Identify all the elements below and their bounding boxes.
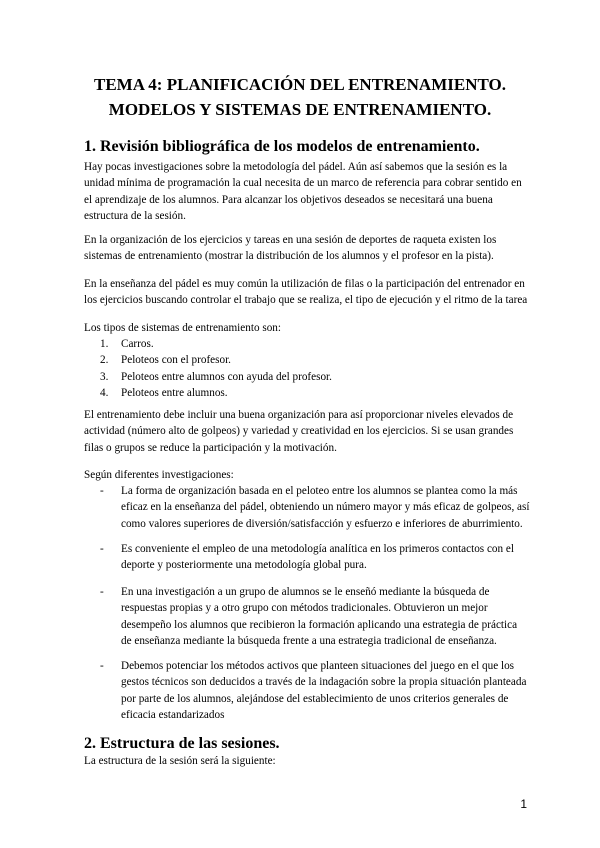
list-text: Peloteos entre alumnos con ayuda del profesor. [121,370,332,383]
research-text [121,658,526,723]
paragraph-activity [84,407,520,456]
section-2-heading: 2. Estructura de las sesiones. [84,735,280,752]
paragraph-line: gestos técnicos son deducidos a través de la indagación sobre la propia situación planteada [121,676,527,689]
paragraph-line: Debemos potenciar los métodos activos que planteen situaciones del juego en el que los [121,660,515,672]
paragraph-rows [84,276,528,309]
research-text [121,584,517,649]
list-number: 4. [100,386,109,399]
list-item [100,385,332,401]
section-2-intro: La estructura de la sesión será la siguiente: [84,755,276,767]
title-line-1: TEMA 4: PLANIFICACIÓN DEL ENTRENAMIENTO. [94,75,506,94]
paragraph-line: La forma de organización basada en el peloteo entre los alumnos se plantea como la más [121,485,518,497]
paragraph-line: sistemas de entrenamiento (mostrar la distribución de los alumnos y el profesor en la pista). [84,250,494,263]
list-item [100,369,332,385]
paragraph-organization [84,232,520,265]
list-number: 2. [100,354,109,367]
list-number: 3. [100,370,109,383]
dash-bullet: - [100,586,104,598]
list-number: 1. [100,338,109,350]
research-text [121,541,514,574]
paragraph-line: En una investigación a un grupo de alumnos se le enseñó mediante la búsqueda de [121,586,490,598]
page-number: 1 [520,797,527,811]
paragraph-line: deporte y posteriormente una metodología global pura. [121,559,367,572]
paragraph-line: eficaz en la enseñanza del pádel, obteniendo un número mayor y más eficaz de golpeos, así [121,501,530,514]
paragraph-line: como valores superiores de diversión/satisfacción y esfuerzo e inferiores de aburrimiento. [121,517,523,530]
paragraph-line: En la enseñanza del pádel es muy común la utilización de filas o la participación del entrenador en [84,278,525,290]
document-title [60,72,540,122]
list-item [100,336,332,352]
paragraph-line: respuestas propias y a otro grupo con métodos tradicionales. Obtuvieron un mejor [121,602,488,615]
types-intro: Los tipos de sistemas de entrenamiento son: [84,322,281,334]
section-1-heading: 1. Revisión bibliográfica de los modelos de entrenamiento. [84,138,480,155]
paragraph-line: Hay pocas investigaciones sobre la metodología del pádel. Aún así sabemos que la sesión es la [84,161,508,173]
paragraph-line: eficacia estandarizados [121,708,225,721]
paragraph-line: los ejercicios buscando controlar el trabajo que se realiza, el tipo de ejecución y el ritmo de la tarea [84,294,528,307]
training-types-list [100,336,332,401]
title-line-2: MODELOS Y SISTEMAS DE ENTRENAMIENTO. [108,100,492,119]
paragraph-line: actividad (número alto de golpeos) y variedad y creatividad en los ejercicios. Si se usan grandes [84,425,514,438]
list-text: Peloteos entre alumnos. [121,386,228,399]
research-text [121,483,530,532]
paragraph-line: En la organización de los ejercicios y tareas en una sesión de deportes de raqueta existen los [84,234,497,246]
paragraph-line: unidad mínima de programación la cual necesita de un marco de referencia para cobrar sentido en [84,177,522,190]
paragraph-line: filas o grupos se reduce la participación y la motivación. [84,441,337,454]
dash-bullet: - [100,543,104,555]
dash-bullet: - [100,485,104,497]
paragraph-methodology [84,159,520,224]
research-intro: Según diferentes investigaciones: [84,469,234,481]
list-item [100,352,332,368]
paragraph-line: El entrenamiento debe incluir una buena organización para así proporcionar niveles elevados de [84,409,514,421]
paragraph-line: de enseñanza mediante la búsqueda frente a una estrategia tradicional de enseñanza. [121,634,497,647]
paragraph-line: desempeño los alumnos que recibieron la formación aplicando una estrategia de práctica [121,618,518,631]
dash-bullet: - [100,660,104,672]
list-text: Peloteos con el profesor. [121,354,231,367]
paragraph-line: el aprendizaje de los alumnos. Para alcanzar los objetivos deseados se necesitará una buena [84,193,493,206]
paragraph-line: Es conveniente el empleo de una metodología analítica en los primeros contactos con el [121,543,514,555]
paragraph-line: estructura de la sesión. [84,209,186,222]
list-text: Carros. [121,338,154,350]
paragraph-line: por parte de los alumnos, alejándose del establecimiento de unos criterios generales de [121,692,509,705]
